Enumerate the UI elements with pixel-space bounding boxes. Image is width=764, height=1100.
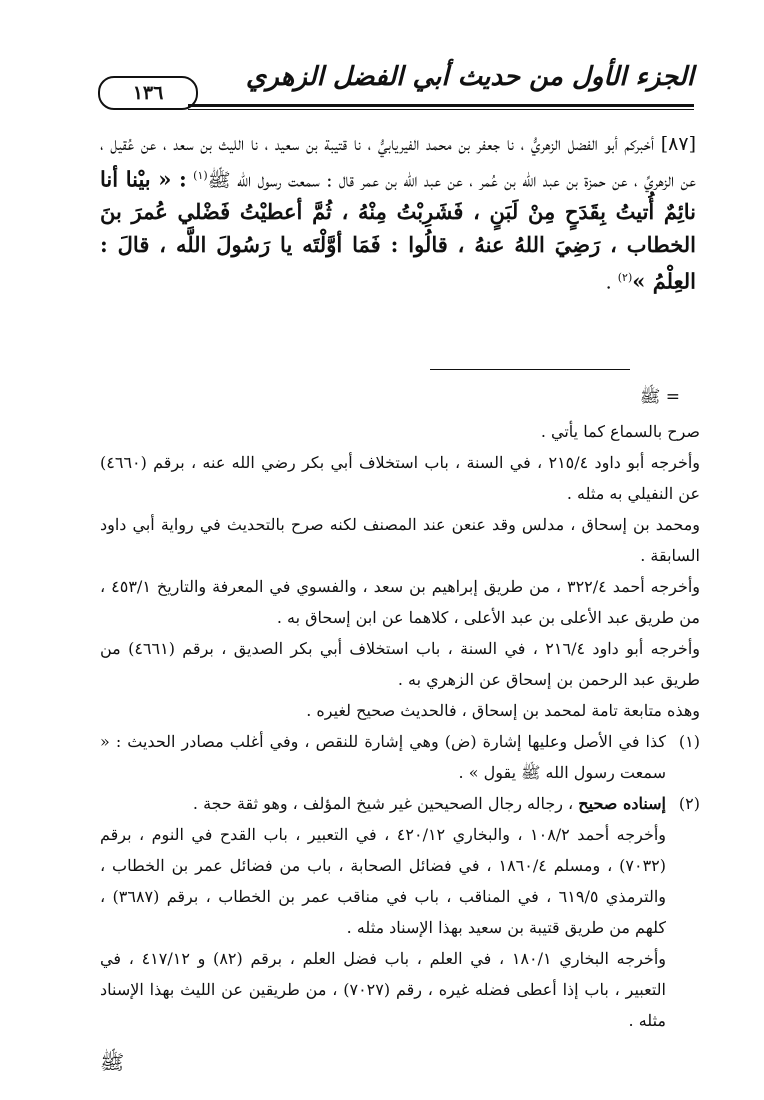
header-rule-thin	[188, 109, 694, 110]
note-line: صرح بالسماع كما يأتي .	[540, 422, 700, 441]
main-text	[100, 128, 696, 299]
footnote-number: (٢)	[678, 794, 700, 813]
note-line: وهذه متابعة تامة لمحمد بن إسحاق ، فالحديث صحيح لغيره .	[306, 701, 700, 720]
note-line: ومحمد بن إسحاق ، مدلس وقد عنعن عند المصنف لكنه صرح بالتحديث في رواية أبي داود السابقة .	[100, 515, 700, 565]
footnote-1	[100, 726, 700, 788]
isnad-text: [٨٧] أخبركم أبو الفضل الزهريُّ ، نا جعفر بن محمد الفيريابيُّ ، نا قتيبة بن سعيد ، نا الليث بن سعد ، عن عُقيل ، عن الزهريِّ ، عن حمزة بن عبد الله بن عُمر ، عن عبد الله بن عمر قال : سمعت رسول الله ﷺ	[100, 133, 696, 192]
footnote-text: كذا في الأصل وعليها إشارة (ض) وهي إشارة للنقص ، وفي أغلب مصادر الحديث : « سمعت رسول الله ﷺ يقول » .	[100, 732, 666, 782]
end-mark: .	[605, 271, 618, 294]
note-line: وأخرجه أحمد ٣٢٢/٤ ، من طريق إبراهيم بن سعد ، والفسوي في المعرفة والتاريخ ٤٥٣/١ ، من طريق عبد الأعلى بن عبد الأعلى ، كلاهما عن ابن إسحاق به .	[100, 577, 701, 627]
running-title: الجزء الأول من حديث أبي الفضل الزهري	[245, 62, 694, 92]
hadith-text: : « بيْنا أنا نائِمٌ أُتيتُ بِقَدَحٍ مِنْ لَبَنٍ ، فَشَرِبْتُ مِنْهُ ، ثُمَّ أعطيْتُ فَضْلي عُمرَ بنَ الخطاب ، رَضِيَ اللهُ عنهُ ، قالُوا : فَمَا أوَّلْتَه يا رَسُولَ اللَّه ، قالَ : العِلْمُ »	[100, 166, 696, 294]
footnote-2	[100, 788, 700, 1036]
footnote-text: ، رجاله رجال الصحيحين غير شيخ المؤلف ، وهو ثقة حجة .	[192, 794, 579, 813]
continuation-marker: = ﷺ	[639, 387, 680, 407]
footnote-number: (١)	[678, 732, 700, 751]
footnote-bold-lead: إسناده صحيح	[578, 794, 666, 813]
signature-mark: ﷺ	[100, 1050, 125, 1074]
page-number-badge	[98, 76, 198, 110]
note-line: وأخرجه أبو داود ٢١٥/٤ ، في السنة ، باب استخلاف أبي بكر رضي الله عنه ، برقم (٤٦٦٠) عن النفيلي به مثله .	[100, 453, 701, 503]
page-header	[98, 54, 694, 116]
page-number: ١٣٦	[132, 82, 164, 104]
footnotes	[100, 416, 700, 1036]
footnote-ref-1: (١)	[193, 169, 208, 182]
note-line: وأخرجه أبو داود ٢١٦/٤ ، في السنة ، باب استخلاف أبي بكر الصديق ، برقم (٤٦٦١) من طريق عبد الرحمن بن إسحاق عن الزهري به .	[100, 639, 700, 689]
footnote-line: وأخرجه أحمد ١٠٨/٢ ، والبخاري ٤٢٠/١٢ ، في التعبير ، باب القدح في النوم ، برقم (٧٠٣٢) ، ومسلم ١٨٦٠/٤ ، في فضائل الصحابة ، باب من فضائل عمر بن الخطاب ، والترمذي ٦١٩/٥ ، في المناقب ، باب في مناقب عمر بن الخطاب ، برقم (٣٦٨٧) ، كلهم من طريق قتيبة بن سعيد بهذا الإسناد مثله .	[100, 825, 667, 937]
footnote-ref-2: (٢)	[617, 271, 633, 285]
header-rule	[188, 104, 694, 107]
footnote-divider	[430, 369, 630, 370]
footnote-line: وأخرجه البخاري ١٨٠/١ ، في العلم ، باب فضل العلم ، برقم (٨٢) و ٤١٧/١٢ ، في التعبير ، باب إذا أعطى فضله غيره ، رقم (٧٠٢٧) ، من طريقين عن الليث بهذا الإسناد مثله .	[100, 949, 666, 1030]
